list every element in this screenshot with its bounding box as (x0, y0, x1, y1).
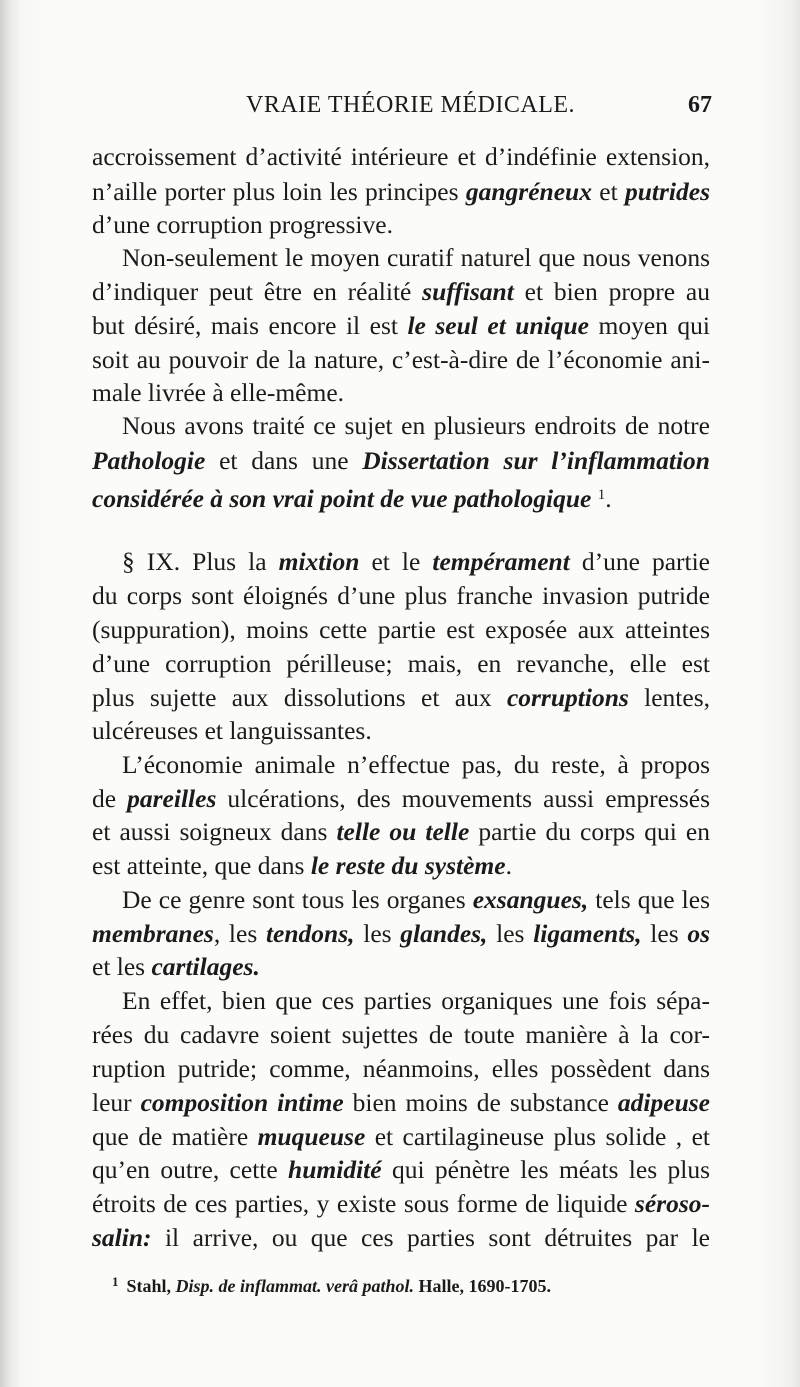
italic-span: glandes, (400, 919, 488, 948)
italic-span: le seul et unique (407, 311, 589, 340)
text-line (92, 815, 710, 849)
text-span: les (354, 919, 401, 948)
italic-span: pareilles (127, 784, 217, 813)
text-span: . (505, 851, 512, 880)
text-line (92, 376, 710, 410)
italic-span: composition intime (140, 1088, 344, 1117)
text-line (92, 714, 710, 748)
text-line (92, 1153, 710, 1187)
text-line (92, 1187, 710, 1221)
text-span: soit au pouvoir de la nature, c’est-à-dire de l’économie ani- (92, 345, 710, 374)
italic-span: humidité (288, 1155, 382, 1184)
text-line (92, 1052, 710, 1086)
text-span: § IX. Plus la (122, 547, 279, 576)
italic-span: tendons, (265, 919, 355, 948)
text-line (92, 1120, 710, 1154)
text-line (92, 241, 710, 275)
italic-span: adipeuse (617, 1088, 710, 1117)
text-line (92, 478, 710, 516)
text-line (92, 1221, 710, 1255)
text-span: bien moins de substance (343, 1088, 618, 1117)
text-span: qui pénètre les méats les plus (381, 1155, 711, 1184)
italic-span: séroso- (634, 1189, 710, 1218)
text-span: Nous avons traité ce sujet en plusieurs endroits de notre (122, 411, 710, 440)
text-span: , les (213, 919, 266, 948)
text-line (92, 950, 710, 984)
italic-span: putrides (624, 177, 711, 206)
text-span: but désiré, mais encore il est (92, 311, 408, 340)
italic-span: membranes (92, 919, 214, 948)
text-span: plus sujette aux dissolutions et aux (92, 683, 507, 712)
text-span: ruption putride; comme, néanmoins, elles possèdent dans (92, 1054, 710, 1083)
italic-span: gangréneux (465, 177, 592, 206)
italic-span: muqueuse (257, 1122, 366, 1151)
text-span: tels que les (588, 885, 710, 914)
footnote (112, 1270, 712, 1298)
text-line (92, 545, 710, 579)
text-line (92, 1018, 710, 1052)
text-span: il arrive, ou que ces parties sont détruites par le (151, 1223, 710, 1252)
text-line (92, 208, 710, 242)
text-line (92, 343, 710, 377)
text-span: qu’en outre, cette (92, 1155, 289, 1184)
italic-span: le reste du système (310, 851, 506, 880)
text-span: de (92, 784, 128, 813)
text-span: et le (359, 547, 433, 576)
text-span: d’une partie (569, 547, 711, 576)
text-span: male livrée à elle-même. (92, 378, 345, 407)
text-span: ulcéreuses et languissantes. (92, 716, 372, 745)
text-span: et aussi soigneux dans (92, 817, 337, 846)
text-span: accroissement d’activité intérieure et d’indéfinie extension, (92, 142, 710, 171)
text-span: étroits de ces parties, y existe sous forme de liquide (92, 1189, 635, 1218)
italic-span: exsangues, (472, 885, 589, 914)
text-line (92, 309, 710, 343)
italic-span: tempérament (432, 547, 570, 576)
page-header (92, 92, 712, 126)
text-span: d’indiquer peut être en réalité (92, 277, 423, 306)
text-span: et les (92, 952, 152, 981)
text-span: Halle, 1690-1705. (414, 1276, 552, 1296)
page-number: 67 (688, 92, 712, 118)
text-line (92, 984, 710, 1018)
text-span: moyen qui (589, 311, 710, 340)
italic-span: salin: (92, 1223, 152, 1252)
text-line (92, 748, 710, 782)
italic-span: suffisant (422, 277, 514, 306)
text-line (92, 849, 710, 883)
text-span: est atteinte, que dans (92, 851, 311, 880)
text-span: d’une corruption progressive. (92, 210, 393, 239)
text-span: les (487, 919, 534, 948)
text-span: les (641, 919, 688, 948)
italic-span: cartilages. (151, 952, 260, 981)
text-line (92, 681, 710, 715)
italic-span: telle ou telle (336, 817, 470, 846)
text-span: rées du cadavre soient sujettes de toute manière à la cor- (92, 1020, 710, 1049)
text-span: que de matière (92, 1122, 258, 1151)
italic-span: mixtion (278, 547, 360, 576)
text-span: Stahl, (126, 1276, 176, 1296)
italic-span: os (687, 919, 711, 948)
text-span: L’économie animale n’effectue pas, du reste, à propos (122, 750, 710, 779)
text-span: et bien propre au (513, 277, 710, 306)
text-span: (suppuration), moins cette partie est exposée aux atteintes (92, 615, 710, 644)
text-line (92, 917, 710, 951)
text-span: leur (92, 1088, 141, 1117)
text-line (92, 647, 710, 681)
italic-span: considérée à son vrai point de vue pathologique (92, 484, 592, 513)
text-span: d’une corruption périlleuse; mais, en revanche, elle est (92, 649, 710, 678)
text-span: ulcérations, des mouvements aussi empressés (216, 784, 710, 813)
text-line (92, 782, 710, 816)
text-span: du corps sont éloignés d’une plus franche invasion putride (92, 581, 710, 610)
text-line (92, 1086, 710, 1120)
italic-span: Dissertation sur l’inflammation (362, 446, 710, 475)
text-span: et (591, 177, 625, 206)
footnote-text (127, 1276, 552, 1296)
italic-span: Disp. de inflammat. verâ pathol. (175, 1276, 415, 1296)
text-span: et cartilagineuse plus solide , et (365, 1122, 710, 1151)
text-span: En effet, bien que ces parties organiques une fois sépa- (122, 986, 710, 1015)
italic-span: Pathologie (92, 446, 206, 475)
italic-span: ligaments, (533, 919, 642, 948)
text-span: De ce genre sont tous les organes (122, 885, 473, 914)
footnote-mark: 1 (112, 1274, 119, 1289)
footnote-ref: 1 (597, 487, 606, 503)
text-line (92, 175, 710, 209)
text-span: et dans une (205, 446, 363, 475)
text-line (92, 409, 710, 443)
text-span: Non-seulement le moyen curatif naturel que nous venons (122, 243, 710, 272)
text-line (92, 275, 710, 309)
text-span: lentes, (628, 683, 710, 712)
running-title: VRAIE THÉORIE MÉDICALE. (246, 92, 576, 118)
text-line (92, 579, 710, 613)
text-line (92, 883, 710, 917)
text-span: . (605, 484, 612, 513)
text-line (92, 613, 710, 647)
text-line (92, 140, 710, 174)
text-span: partie du corps qui en (469, 817, 710, 846)
text-line (92, 444, 710, 478)
italic-span: corruptions (506, 683, 629, 712)
text-span: n’aille porter plus loin les principes (92, 177, 466, 206)
